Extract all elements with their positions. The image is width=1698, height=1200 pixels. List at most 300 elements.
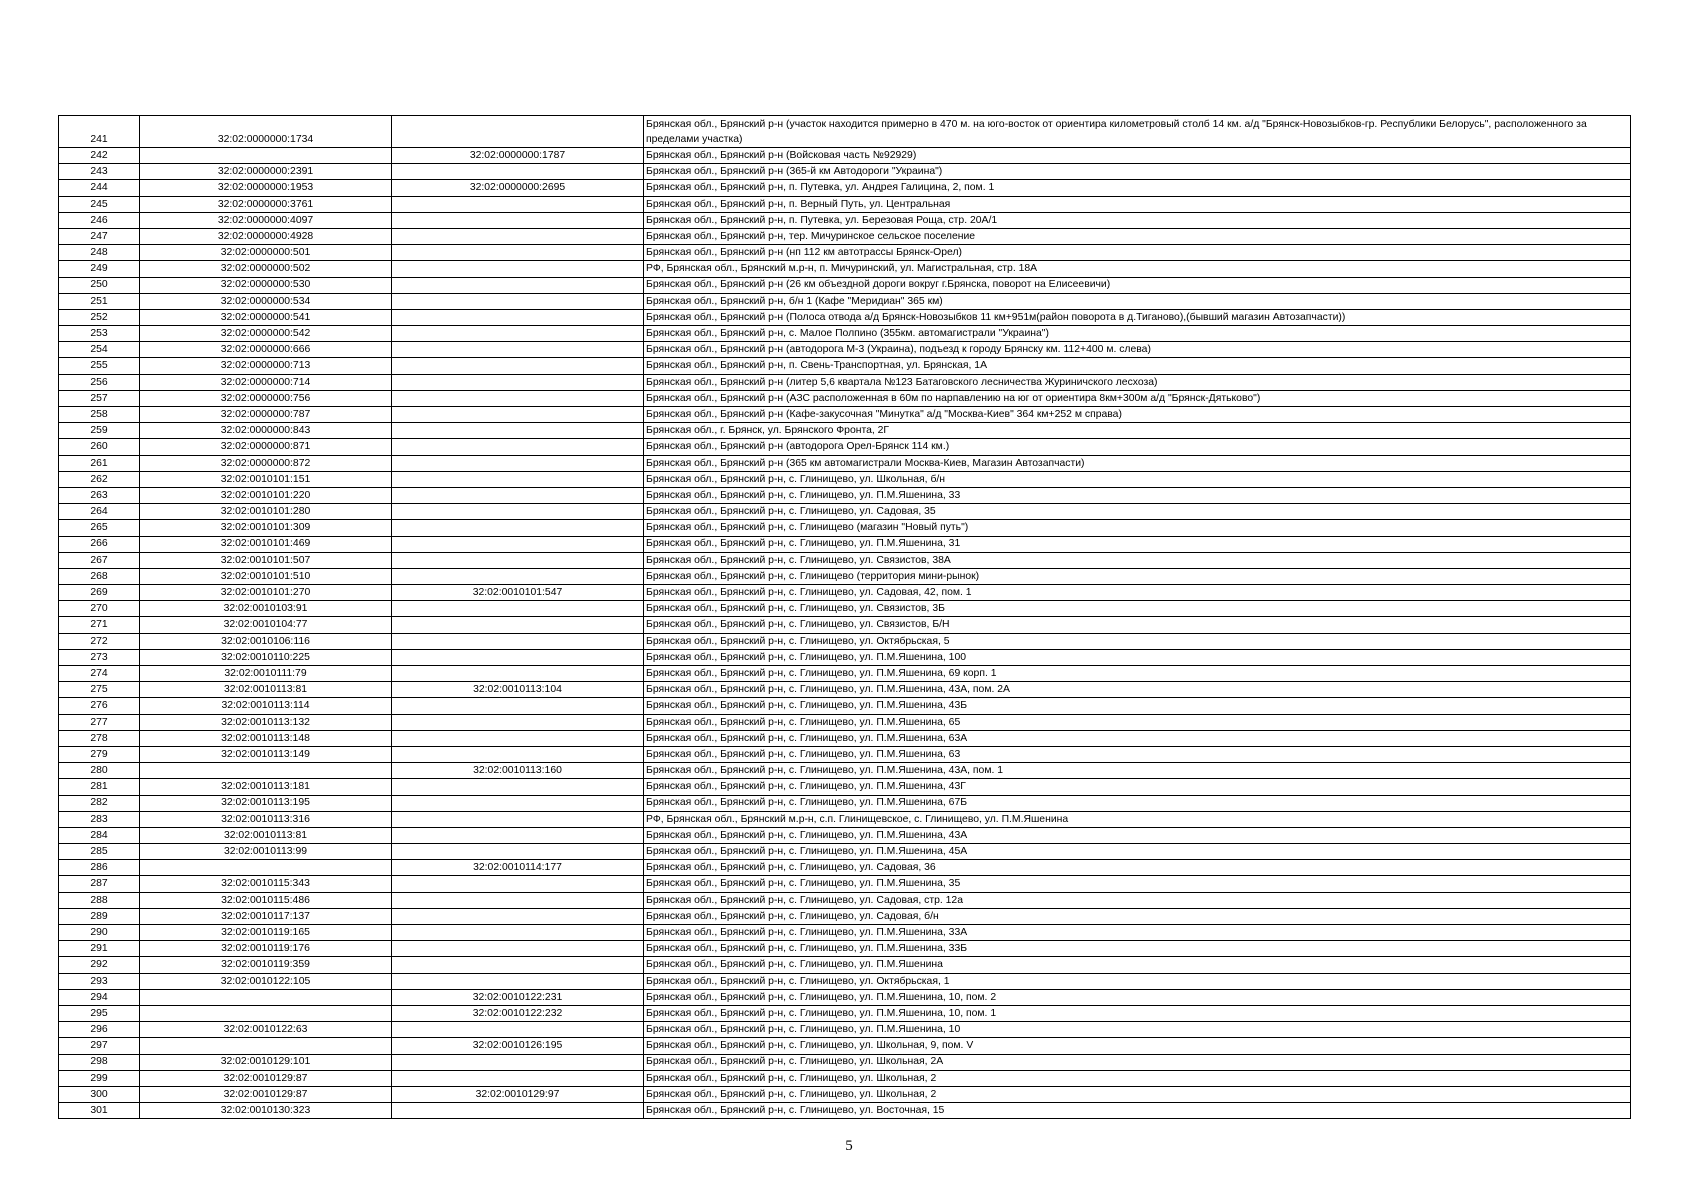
- row-number-cell: 248: [59, 245, 140, 261]
- cadastral-number-cell: 32:02:0010119:359: [140, 957, 392, 973]
- cadastral-number-cell: 32:02:0010113:81: [140, 682, 392, 698]
- address-cell: Брянская обл., Брянский р-н, с. Глинищево, ул. П.М.Яшенина, 10, пом. 1: [644, 1005, 1631, 1021]
- address-cell: Брянская обл., Брянский р-н, с. Глинищево, ул. Связистов, 38А: [644, 552, 1631, 568]
- related-cadastral-number-cell: [392, 228, 644, 244]
- table-row: [59, 504, 1631, 520]
- row-number-cell: 288: [59, 892, 140, 908]
- address-cell: Брянская обл., Брянский р-н, с. Глинищево, ул. П.М.Яшенина, 43Г: [644, 779, 1631, 795]
- table-row: [59, 245, 1631, 261]
- address-cell: Брянская обл., Брянский р-н, с. Глинищево, ул. П.М.Яшенина, 33А: [644, 925, 1631, 941]
- related-cadastral-number-cell: [392, 212, 644, 228]
- cadastral-number-cell: 32:02:0000000:666: [140, 342, 392, 358]
- address-cell: Брянская обл., Брянский р-н, с. Глинищево, ул. Садовая, стр. 12а: [644, 892, 1631, 908]
- row-number-cell: 295: [59, 1005, 140, 1021]
- table-row: [59, 811, 1631, 827]
- cadastral-number-cell: 32:02:0000000:1953: [140, 180, 392, 196]
- cadastral-number-cell: 32:02:0000000:843: [140, 423, 392, 439]
- row-number-cell: 251: [59, 293, 140, 309]
- table-row: [59, 649, 1631, 665]
- table-row: [59, 148, 1631, 164]
- row-number-cell: 301: [59, 1103, 140, 1119]
- table-row: [59, 973, 1631, 989]
- address-cell: Брянская обл., Брянский р-н (нп 112 км автотрассы Брянск-Орел): [644, 245, 1631, 261]
- table-row: [59, 390, 1631, 406]
- cadastral-number-cell: 32:02:0000000:3761: [140, 196, 392, 212]
- cadastral-number-cell: 32:02:0010122:63: [140, 1022, 392, 1038]
- table-row: [59, 1038, 1631, 1054]
- related-cadastral-number-cell: [392, 358, 644, 374]
- address-cell: Брянская обл., Брянский р-н, с. Глинищево (территория мини-рынок): [644, 568, 1631, 584]
- related-cadastral-number-cell: [392, 698, 644, 714]
- related-cadastral-number-cell: 32:02:0000000:2695: [392, 180, 644, 196]
- address-cell: Брянская обл., Брянский р-н, с. Глинищево, ул. Садовая, 36: [644, 860, 1631, 876]
- related-cadastral-number-cell: [392, 374, 644, 390]
- row-number-cell: 267: [59, 552, 140, 568]
- related-cadastral-number-cell: [392, 245, 644, 261]
- address-cell: Брянская обл., Брянский р-н, с. Глинищево, ул. П.М.Яшенина, 43А, пом. 2А: [644, 682, 1631, 698]
- row-number-cell: 245: [59, 196, 140, 212]
- table-row: [59, 261, 1631, 277]
- address-cell: Брянская обл., Брянский р-н, с. Глинищево, ул. Восточная, 15: [644, 1103, 1631, 1119]
- address-cell: Брянская обл., Брянский р-н, с. Глинищево, ул. П.М.Яшенина, 33: [644, 487, 1631, 503]
- address-cell: Брянская обл., Брянский р-н, п. Путевка, ул. Березовая Роща, стр. 20А/1: [644, 212, 1631, 228]
- table-row: [59, 358, 1631, 374]
- address-cell: Брянская обл., Брянский р-н, с. Глинищево, ул. Связистов, Б/Н: [644, 617, 1631, 633]
- table-row: [59, 407, 1631, 423]
- cadastral-number-cell: 32:02:0000000:542: [140, 326, 392, 342]
- cadastral-number-cell: 32:02:0010110:225: [140, 649, 392, 665]
- related-cadastral-number-cell: [392, 827, 644, 843]
- address-cell: Брянская обл., Брянский р-н, с. Глинищево, ул. П.М.Яшенина, 69 корп. 1: [644, 666, 1631, 682]
- related-cadastral-number-cell: [392, 164, 644, 180]
- address-cell: Брянская обл., Брянский р-н (АЗС расположенная в 60м по нарпавлению на юг от ориентира 8км+300м а/д "Брянск-Дятьково"): [644, 390, 1631, 406]
- cadastral-number-cell: 32:02:0010113:195: [140, 795, 392, 811]
- address-cell: Брянская обл., Брянский р-н, с. Глинищево, ул. Октябрьская, 1: [644, 973, 1631, 989]
- address-cell: Брянская обл., Брянский р-н (литер 5,6 квартала №123 Батаговского лесничества Журиничского лесхоза): [644, 374, 1631, 390]
- related-cadastral-number-cell: [392, 714, 644, 730]
- row-number-cell: 268: [59, 568, 140, 584]
- row-number-cell: 296: [59, 1022, 140, 1038]
- table-row: [59, 212, 1631, 228]
- row-number-cell: 282: [59, 795, 140, 811]
- cadastral-table: [58, 115, 1631, 1119]
- table-row: [59, 455, 1631, 471]
- table-row: [59, 1022, 1631, 1038]
- address-cell: Брянская обл., Брянский р-н, с. Глинищево, ул. Связистов, 3Б: [644, 601, 1631, 617]
- row-number-cell: 269: [59, 585, 140, 601]
- row-number-cell: 278: [59, 730, 140, 746]
- row-number-cell: 255: [59, 358, 140, 374]
- row-number-cell: 259: [59, 423, 140, 439]
- table-row: [59, 908, 1631, 924]
- table-row: [59, 941, 1631, 957]
- related-cadastral-number-cell: [392, 390, 644, 406]
- row-number-cell: 261: [59, 455, 140, 471]
- cadastral-number-cell: 32:02:0010113:81: [140, 827, 392, 843]
- cadastral-number-cell: [140, 763, 392, 779]
- related-cadastral-number-cell: [392, 908, 644, 924]
- row-number-cell: 244: [59, 180, 140, 196]
- address-cell: Брянская обл., г. Брянск, ул. Брянского Фронта, 2Г: [644, 423, 1631, 439]
- related-cadastral-number-cell: [392, 455, 644, 471]
- table-row: [59, 666, 1631, 682]
- address-cell: Брянская обл., Брянский р-н, с. Глинищево, ул. П.М.Яшенина: [644, 957, 1631, 973]
- table-row: [59, 471, 1631, 487]
- table-row: [59, 552, 1631, 568]
- row-number-cell: 246: [59, 212, 140, 228]
- cadastral-number-cell: 32:02:0010101:151: [140, 471, 392, 487]
- row-number-cell: 247: [59, 228, 140, 244]
- table-row: [59, 1086, 1631, 1102]
- cadastral-number-cell: 32:02:0000000:871: [140, 439, 392, 455]
- related-cadastral-number-cell: [392, 1022, 644, 1038]
- related-cadastral-number-cell: [392, 520, 644, 536]
- address-cell: Брянская обл., Брянский р-н, с. Глинищево, ул. П.М.Яшенина, 43А, пом. 1: [644, 763, 1631, 779]
- cadastral-number-cell: 32:02:0010129:87: [140, 1070, 392, 1086]
- related-cadastral-number-cell: [392, 892, 644, 908]
- row-number-cell: 253: [59, 326, 140, 342]
- row-number-cell: 272: [59, 633, 140, 649]
- table-row: [59, 682, 1631, 698]
- cadastral-number-cell: 32:02:0010101:270: [140, 585, 392, 601]
- cadastral-number-cell: 32:02:0010101:280: [140, 504, 392, 520]
- address-cell: Брянская обл., Брянский р-н (участок находится примерно в 470 м. на юго-восток от ориентира километровый столб 14 км. а/д "Брянск-Новозыбков-гр. Республики Белорусь", расположенного за пределами участка): [644, 116, 1631, 148]
- cadastral-table-body: [59, 116, 1631, 1119]
- address-cell: Брянская обл., Брянский р-н, с. Глинищево, ул. П.М.Яшенина, 63: [644, 746, 1631, 762]
- row-number-cell: 299: [59, 1070, 140, 1086]
- related-cadastral-number-cell: [392, 487, 644, 503]
- row-number-cell: 273: [59, 649, 140, 665]
- related-cadastral-number-cell: [392, 973, 644, 989]
- table-row: [59, 164, 1631, 180]
- page-number: 5: [845, 1138, 853, 1154]
- address-cell: Брянская обл., Брянский р-н, с. Глинищево, ул. П.М.Яшенина, 43Б: [644, 698, 1631, 714]
- address-cell: Брянская обл., Брянский р-н, п. Путевка, ул. Андрея Галицина, 2, пом. 1: [644, 180, 1631, 196]
- address-cell: Брянская обл., Брянский р-н, с. Глинищево, ул. Садовая, 35: [644, 504, 1631, 520]
- address-cell: Брянская обл., Брянский р-н, тер. Мичуринское сельское поселение: [644, 228, 1631, 244]
- address-cell: Брянская обл., Брянский р-н, с. Глинищево, ул. Школьная, 2: [644, 1070, 1631, 1086]
- cadastral-number-cell: [140, 860, 392, 876]
- cadastral-number-cell: 32:02:0010119:176: [140, 941, 392, 957]
- related-cadastral-number-cell: [392, 633, 644, 649]
- table-row: [59, 326, 1631, 342]
- table-row: [59, 228, 1631, 244]
- row-number-cell: 279: [59, 746, 140, 762]
- row-number-cell: 243: [59, 164, 140, 180]
- table-row: [59, 698, 1631, 714]
- cadastral-number-cell: 32:02:0010115:343: [140, 876, 392, 892]
- row-number-cell: 286: [59, 860, 140, 876]
- related-cadastral-number-cell: [392, 407, 644, 423]
- related-cadastral-number-cell: [392, 568, 644, 584]
- row-number-cell: 275: [59, 682, 140, 698]
- address-cell: Брянская обл., Брянский р-н, с. Глинищево, ул. П.М.Яшенина, 33Б: [644, 941, 1631, 957]
- address-cell: Брянская обл., Брянский р-н, с. Глинищево, ул. П.М.Яшенина, 65: [644, 714, 1631, 730]
- table-row: [59, 795, 1631, 811]
- table-row: [59, 439, 1631, 455]
- table-row: [59, 633, 1631, 649]
- row-number-cell: 291: [59, 941, 140, 957]
- cadastral-number-cell: 32:02:0000000:530: [140, 277, 392, 293]
- related-cadastral-number-cell: [392, 779, 644, 795]
- cadastral-number-cell: 32:02:0010111:79: [140, 666, 392, 682]
- address-cell: Брянская обл., Брянский р-н, с. Глинищево, ул. Школьная, 2: [644, 1086, 1631, 1102]
- table-row: [59, 1103, 1631, 1119]
- cadastral-number-cell: [140, 1038, 392, 1054]
- address-cell: Брянская обл., Брянский р-н, с. Глинищево, ул. П.М.Яшенина, 31: [644, 536, 1631, 552]
- row-number-cell: 297: [59, 1038, 140, 1054]
- cadastral-number-cell: 32:02:0010129:87: [140, 1086, 392, 1102]
- table-row: [59, 423, 1631, 439]
- related-cadastral-number-cell: [392, 730, 644, 746]
- related-cadastral-number-cell: [392, 941, 644, 957]
- cadastral-number-cell: 32:02:0010106:116: [140, 633, 392, 649]
- address-cell: Брянская обл., Брянский р-н, с. Глинищево, ул. П.М.Яшенина, 100: [644, 649, 1631, 665]
- address-cell: Брянская обл., Брянский р-н (автодорога Орел-Брянск 114 км.): [644, 439, 1631, 455]
- address-cell: Брянская обл., Брянский р-н, с. Глинищево, ул. Садовая, 42, пом. 1: [644, 585, 1631, 601]
- table-row: [59, 374, 1631, 390]
- row-number-cell: 294: [59, 989, 140, 1005]
- address-cell: Брянская обл., Брянский р-н, п. Верный Путь, ул. Центральная: [644, 196, 1631, 212]
- table-row: [59, 957, 1631, 973]
- table-row: [59, 1005, 1631, 1021]
- row-number-cell: 260: [59, 439, 140, 455]
- cadastral-number-cell: 32:02:0000000:4928: [140, 228, 392, 244]
- row-number-cell: 292: [59, 957, 140, 973]
- table-row: [59, 568, 1631, 584]
- row-number-cell: 277: [59, 714, 140, 730]
- related-cadastral-number-cell: [392, 277, 644, 293]
- address-cell: Брянская обл., Брянский р-н, с. Глинищево, ул. Школьная, 2А: [644, 1054, 1631, 1070]
- related-cadastral-number-cell: [392, 116, 644, 148]
- row-number-cell: 252: [59, 309, 140, 325]
- row-number-cell: 242: [59, 148, 140, 164]
- row-number-cell: 266: [59, 536, 140, 552]
- table-row: [59, 876, 1631, 892]
- row-number-cell: 287: [59, 876, 140, 892]
- related-cadastral-number-cell: 32:02:0000000:1787: [392, 148, 644, 164]
- address-cell: Брянская обл., Брянский р-н (365 км автомагистрали Москва-Киев, Магазин Автозапчасти): [644, 455, 1631, 471]
- row-number-cell: 283: [59, 811, 140, 827]
- table-row: [59, 277, 1631, 293]
- cadastral-number-cell: 32:02:0010113:114: [140, 698, 392, 714]
- row-number-cell: 289: [59, 908, 140, 924]
- address-cell: Брянская обл., Брянский р-н, с. Глинищево, ул. Школьная, б/н: [644, 471, 1631, 487]
- related-cadastral-number-cell: [392, 1103, 644, 1119]
- row-number-cell: 256: [59, 374, 140, 390]
- table-row: [59, 1070, 1631, 1086]
- address-cell: Брянская обл., Брянский р-н (Кафе-закусочная "Минутка" а/д "Москва-Киев" 364 км+252 м справа): [644, 407, 1631, 423]
- address-cell: Брянская обл., Брянский р-н, с. Глинищево, ул. П.М.Яшенина, 35: [644, 876, 1631, 892]
- related-cadastral-number-cell: [392, 504, 644, 520]
- table-row: [59, 746, 1631, 762]
- row-number-cell: 270: [59, 601, 140, 617]
- cadastral-number-cell: 32:02:0010101:510: [140, 568, 392, 584]
- address-cell: Брянская обл., Брянский р-н, с. Глинищево, ул. П.М.Яшенина, 63А: [644, 730, 1631, 746]
- related-cadastral-number-cell: [392, 649, 644, 665]
- row-number-cell: 263: [59, 487, 140, 503]
- related-cadastral-number-cell: [392, 795, 644, 811]
- table-row: [59, 925, 1631, 941]
- address-cell: Брянская обл., Брянский р-н, с. Глинищево, ул. П.М.Яшенина, 45А: [644, 844, 1631, 860]
- cadastral-number-cell: 32:02:0000000:502: [140, 261, 392, 277]
- related-cadastral-number-cell: [392, 746, 644, 762]
- address-cell: Брянская обл., Брянский р-н (Войсковая часть №92929): [644, 148, 1631, 164]
- row-number-cell: 258: [59, 407, 140, 423]
- cadastral-number-cell: 32:02:0010119:165: [140, 925, 392, 941]
- cadastral-number-cell: 32:02:0000000:4097: [140, 212, 392, 228]
- table-row: [59, 180, 1631, 196]
- related-cadastral-number-cell: [392, 293, 644, 309]
- table-row: [59, 779, 1631, 795]
- cadastral-number-cell: 32:02:0010122:105: [140, 973, 392, 989]
- table-row: [59, 342, 1631, 358]
- row-number-cell: 265: [59, 520, 140, 536]
- row-number-cell: 281: [59, 779, 140, 795]
- cadastral-number-cell: [140, 989, 392, 1005]
- related-cadastral-number-cell: [392, 1054, 644, 1070]
- row-number-cell: 300: [59, 1086, 140, 1102]
- cadastral-number-cell: 32:02:0010113:148: [140, 730, 392, 746]
- related-cadastral-number-cell: [392, 471, 644, 487]
- related-cadastral-number-cell: [392, 601, 644, 617]
- related-cadastral-number-cell: [392, 196, 644, 212]
- row-number-cell: 254: [59, 342, 140, 358]
- related-cadastral-number-cell: 32:02:0010122:231: [392, 989, 644, 1005]
- related-cadastral-number-cell: 32:02:0010113:160: [392, 763, 644, 779]
- address-cell: Брянская обл., Брянский р-н, б/н 1 (Кафе "Меридиан" 365 км): [644, 293, 1631, 309]
- cadastral-number-cell: 32:02:0010101:220: [140, 487, 392, 503]
- related-cadastral-number-cell: [392, 876, 644, 892]
- address-cell: Брянская обл., Брянский р-н, с. Глинищево, ул. П.М.Яшенина, 43А: [644, 827, 1631, 843]
- related-cadastral-number-cell: [392, 423, 644, 439]
- cadastral-number-cell: 32:02:0000000:872: [140, 455, 392, 471]
- table-row: [59, 763, 1631, 779]
- row-number-cell: 271: [59, 617, 140, 633]
- cadastral-number-cell: 32:02:0010113:132: [140, 714, 392, 730]
- related-cadastral-number-cell: [392, 957, 644, 973]
- row-number-cell: 285: [59, 844, 140, 860]
- related-cadastral-number-cell: 32:02:0010129:97: [392, 1086, 644, 1102]
- table-row: [59, 827, 1631, 843]
- cadastral-number-cell: 32:02:0000000:714: [140, 374, 392, 390]
- table-row: [59, 196, 1631, 212]
- address-cell: Брянская обл., Брянский р-н, с. Глинищево, ул. П.М.Яшенина, 10: [644, 1022, 1631, 1038]
- row-number-cell: 249: [59, 261, 140, 277]
- related-cadastral-number-cell: [392, 326, 644, 342]
- related-cadastral-number-cell: [392, 536, 644, 552]
- table-row: [59, 520, 1631, 536]
- row-number-cell: 250: [59, 277, 140, 293]
- address-cell: Брянская обл., Брянский р-н, с. Глинищево, ул. Школьная, 9, пом. V: [644, 1038, 1631, 1054]
- table-row: [59, 1054, 1631, 1070]
- table-row: [59, 617, 1631, 633]
- related-cadastral-number-cell: [392, 811, 644, 827]
- cadastral-number-cell: [140, 1005, 392, 1021]
- address-cell: Брянская обл., Брянский р-н, с. Глинищево, ул. Садовая, б/н: [644, 908, 1631, 924]
- row-number-cell: 274: [59, 666, 140, 682]
- table-row: [59, 116, 1631, 148]
- related-cadastral-number-cell: 32:02:0010114:177: [392, 860, 644, 876]
- cadastral-number-cell: 32:02:0010101:507: [140, 552, 392, 568]
- table-row: [59, 730, 1631, 746]
- table-row: [59, 989, 1631, 1005]
- cadastral-number-cell: 32:02:0010103:91: [140, 601, 392, 617]
- cadastral-number-cell: 32:02:0000000:756: [140, 390, 392, 406]
- address-cell: Брянская обл., Брянский р-н, с. Глинищево, ул. П.М.Яшенина, 10, пом. 2: [644, 989, 1631, 1005]
- address-cell: Брянская обл., Брянский р-н, с. Глинищево, ул. Октябрьская, 5: [644, 633, 1631, 649]
- table-row: [59, 844, 1631, 860]
- table-row: [59, 601, 1631, 617]
- related-cadastral-number-cell: [392, 552, 644, 568]
- table-row: [59, 714, 1631, 730]
- related-cadastral-number-cell: [392, 309, 644, 325]
- address-cell: Брянская обл., Брянский р-н, с. Глинищево (магазин "Новый путь"): [644, 520, 1631, 536]
- address-cell: Брянская обл., Брянский р-н, с. Малое Полпино (355км. автомагистрали "Украина"): [644, 326, 1631, 342]
- address-cell: Брянская обл., Брянский р-н, с. Глинищево, ул. П.М.Яшенина, 67Б: [644, 795, 1631, 811]
- related-cadastral-number-cell: 32:02:0010126:195: [392, 1038, 644, 1054]
- cadastral-number-cell: 32:02:0000000:2391: [140, 164, 392, 180]
- table-row: [59, 892, 1631, 908]
- row-number-cell: 290: [59, 925, 140, 941]
- row-number-cell: 298: [59, 1054, 140, 1070]
- related-cadastral-number-cell: [392, 1070, 644, 1086]
- cadastral-number-cell: 32:02:0000000:534: [140, 293, 392, 309]
- related-cadastral-number-cell: [392, 439, 644, 455]
- cadastral-number-cell: 32:02:0010115:486: [140, 892, 392, 908]
- related-cadastral-number-cell: [392, 617, 644, 633]
- related-cadastral-number-cell: [392, 342, 644, 358]
- related-cadastral-number-cell: 32:02:0010122:232: [392, 1005, 644, 1021]
- cadastral-number-cell: 32:02:0010129:101: [140, 1054, 392, 1070]
- table-row: [59, 585, 1631, 601]
- row-number-cell: 264: [59, 504, 140, 520]
- cadastral-number-cell: 32:02:0010101:469: [140, 536, 392, 552]
- cadastral-number-cell: 32:02:0010104:77: [140, 617, 392, 633]
- address-cell: Брянская обл., Брянский р-н, п. Свень-Транспортная, ул. Брянская, 1А: [644, 358, 1631, 374]
- row-number-cell: 284: [59, 827, 140, 843]
- row-number-cell: 257: [59, 390, 140, 406]
- row-number-cell: 276: [59, 698, 140, 714]
- related-cadastral-number-cell: [392, 844, 644, 860]
- related-cadastral-number-cell: 32:02:0010101:547: [392, 585, 644, 601]
- address-cell: Брянская обл., Брянский р-н (автодорога М-3 (Украина), подъезд к городу Брянску км. 112+400 м. слева): [644, 342, 1631, 358]
- table-row: [59, 293, 1631, 309]
- address-cell: Брянская обл., Брянский р-н (26 км объездной дороги вокруг г.Брянска, поворот на Елисеевичи): [644, 277, 1631, 293]
- cadastral-number-cell: 32:02:0010113:316: [140, 811, 392, 827]
- table-row: [59, 487, 1631, 503]
- cadastral-number-cell: 32:02:0000000:501: [140, 245, 392, 261]
- row-number-cell: 262: [59, 471, 140, 487]
- cadastral-number-cell: 32:02:0010130:323: [140, 1103, 392, 1119]
- related-cadastral-number-cell: [392, 666, 644, 682]
- cadastral-number-cell: 32:02:0000000:713: [140, 358, 392, 374]
- cadastral-number-cell: 32:02:0010113:181: [140, 779, 392, 795]
- cadastral-number-cell: 32:02:0000000:541: [140, 309, 392, 325]
- related-cadastral-number-cell: 32:02:0010113:104: [392, 682, 644, 698]
- address-cell: Брянская обл., Брянский р-н (365-й км Автодороги "Украина"): [644, 164, 1631, 180]
- address-cell: РФ, Брянская обл., Брянский м.р-н, п. Мичуринский, ул. Магистральная, стр. 18А: [644, 261, 1631, 277]
- cadastral-number-cell: 32:02:0010117:137: [140, 908, 392, 924]
- cadastral-number-cell: 32:02:0010113:149: [140, 746, 392, 762]
- cadastral-number-cell: [140, 148, 392, 164]
- cadastral-number-cell: 32:02:0010101:309: [140, 520, 392, 536]
- related-cadastral-number-cell: [392, 925, 644, 941]
- cadastral-number-cell: 32:02:0000000:787: [140, 407, 392, 423]
- row-number-cell: 293: [59, 973, 140, 989]
- address-cell: РФ, Брянская обл., Брянский м.р-н, с.п. Глинищевское, с. Глинищево, ул. П.М.Яшенина: [644, 811, 1631, 827]
- table-row: [59, 536, 1631, 552]
